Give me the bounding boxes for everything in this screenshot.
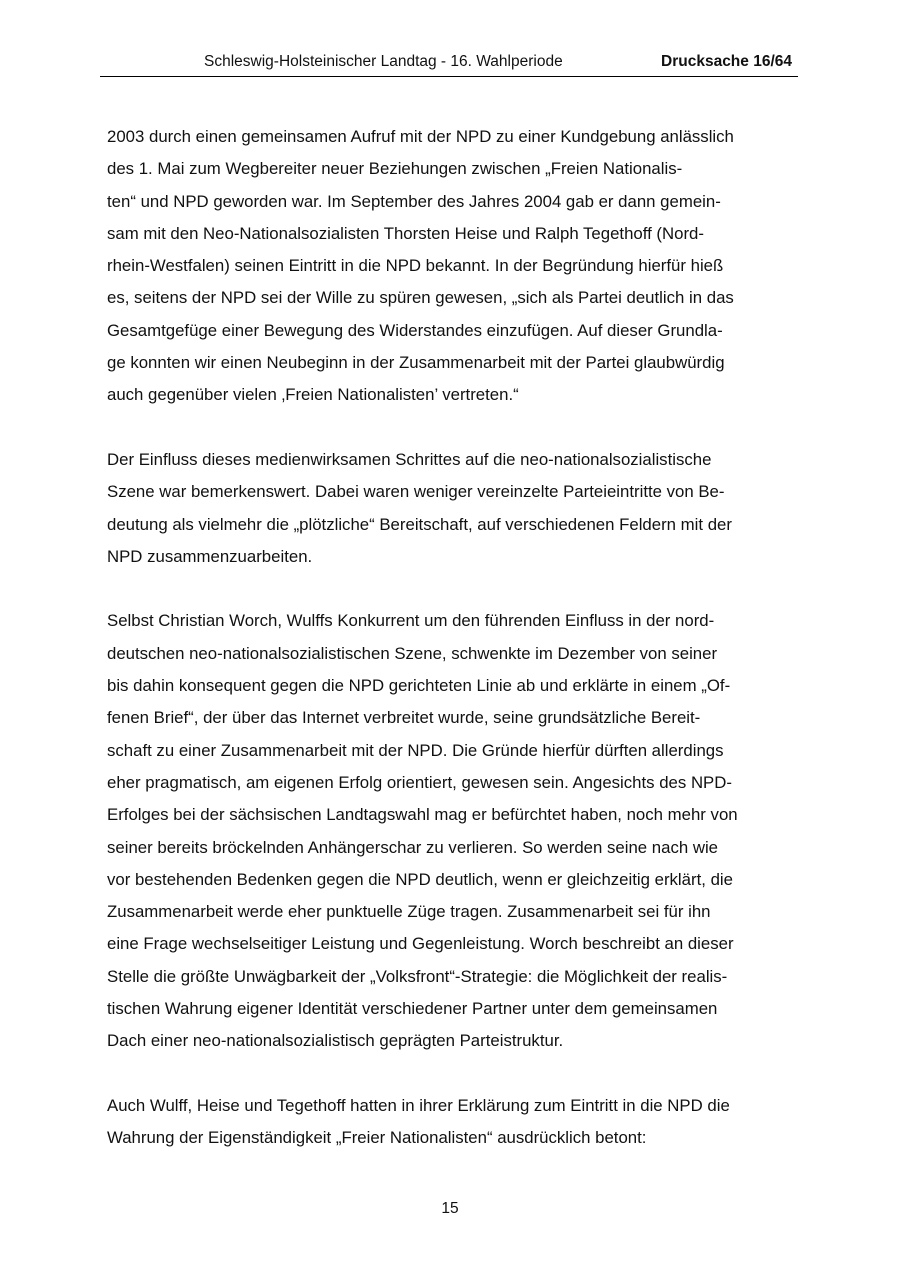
page-header — [100, 48, 798, 77]
paragraph-spacer — [107, 412, 797, 444]
text-line: Dach einer neo-nationalsozialistisch geprägten Parteistruktur. — [107, 1031, 564, 1051]
paragraph-spacer — [107, 573, 797, 605]
text-line: Szene war bemerkenswert. Dabei waren weniger vereinzelte Parteieintritte von Be- — [107, 482, 725, 502]
text-line: es, seitens der NPD sei der Wille zu spüren gewesen, „sich als Partei deutlich in das — [107, 288, 734, 308]
paragraph — [107, 444, 797, 573]
text-line: sam mit den Neo-Nationalsozialisten Thorsten Heise und Ralph Tegethoff (Nord- — [107, 223, 704, 243]
page-number: 15 — [441, 1200, 459, 1217]
text-line: eine Frage wechselseitiger Leistung und Gegenleistung. Worch beschreibt an dieser — [107, 934, 734, 954]
text-line: NPD zusammenzuarbeiten. — [107, 546, 313, 566]
text-line: Selbst Christian Worch, Wulffs Konkurrent um den führenden Einfluss in der nord- — [107, 611, 715, 631]
text-line: Der Einfluss dieses medienwirksamen Schrittes auf die neo-nationalsozialistische — [107, 449, 712, 469]
text-line: Wahrung der Eigenständigkeit „Freier Nationalisten“ ausdrücklich betont: — [107, 1128, 647, 1148]
text-line: ten“ und NPD geworden war. Im September des Jahres 2004 gab er dann gemein- — [107, 191, 721, 211]
header-title: Schleswig-Holsteinischer Landtag - 16. Wahlperiode — [204, 53, 563, 70]
text-line: vor bestehenden Bedenken gegen die NPD deutlich, wenn er gleichzeitig erklärt, die — [107, 869, 733, 889]
paragraph-spacer — [107, 1058, 797, 1090]
paragraph — [107, 605, 797, 1057]
text-line: deutung als vielmehr die „plötzliche“ Bereitschaft, auf verschiedenen Feldern mit der — [107, 514, 732, 534]
text-line: Auch Wulff, Heise und Tegethoff hatten in ihrer Erklärung zum Eintritt in die NPD die — [107, 1095, 730, 1115]
document-reference: Drucksache 16/64 — [661, 53, 792, 70]
paragraph — [107, 1090, 797, 1155]
text-line: Erfolges bei der sächsischen Landtagswahl mag er befürchtet haben, noch mehr von — [107, 805, 738, 825]
text-line: Stelle die größte Unwägbarkeit der „Volksfront“-Strategie: die Möglichkeit der realis- — [107, 966, 728, 986]
text-line: ge konnten wir einen Neubeginn in der Zusammenarbeit mit der Partei glaubwürdig — [107, 353, 725, 373]
text-line: fenen Brief“, der über das Internet verbreitet wurde, seine grundsätzliche Bereit- — [107, 708, 701, 728]
body-text — [107, 121, 797, 1155]
paragraph — [107, 121, 797, 412]
text-line: eher pragmatisch, am eigenen Erfolg orientiert, gewesen sein. Angesichts des NPD- — [107, 772, 732, 792]
text-line: Zusammenarbeit werde eher punktuelle Züge tragen. Zusammenarbeit sei für ihn — [107, 902, 711, 922]
text-line: bis dahin konsequent gegen die NPD gerichteten Linie ab und erklärte in einem „Of- — [107, 676, 731, 696]
text-line: 2003 durch einen gemeinsamen Aufruf mit der NPD zu einer Kundgebung anlässlich — [107, 127, 734, 146]
text-line: des 1. Mai zum Wegbereiter neuer Beziehungen zwischen „Freien Nationalis- — [107, 159, 683, 179]
text-line: deutschen neo-nationalsozialistischen Szene, schwenkte im Dezember von seiner — [107, 643, 718, 663]
text-line: auch gegenüber vielen ‚Freien Nationalisten’ vertreten.“ — [107, 385, 519, 405]
text-line: schaft zu einer Zusammenarbeit mit der NPD. Die Gründe hierfür dürften allerdings — [107, 740, 724, 760]
text-line: seiner bereits bröckelnden Anhängerschar zu verlieren. So werden seine nach wie — [107, 837, 719, 857]
text-line: tischen Wahrung eigener Identität verschiedener Partner unter dem gemeinsamen — [107, 999, 718, 1019]
text-line: rhein-Westfalen) seinen Eintritt in die NPD bekannt. In der Begründung hierfür hieß — [107, 256, 724, 276]
text-line: Gesamtgefüge einer Bewegung des Widerstandes einzufügen. Auf dieser Grundla- — [107, 320, 723, 340]
